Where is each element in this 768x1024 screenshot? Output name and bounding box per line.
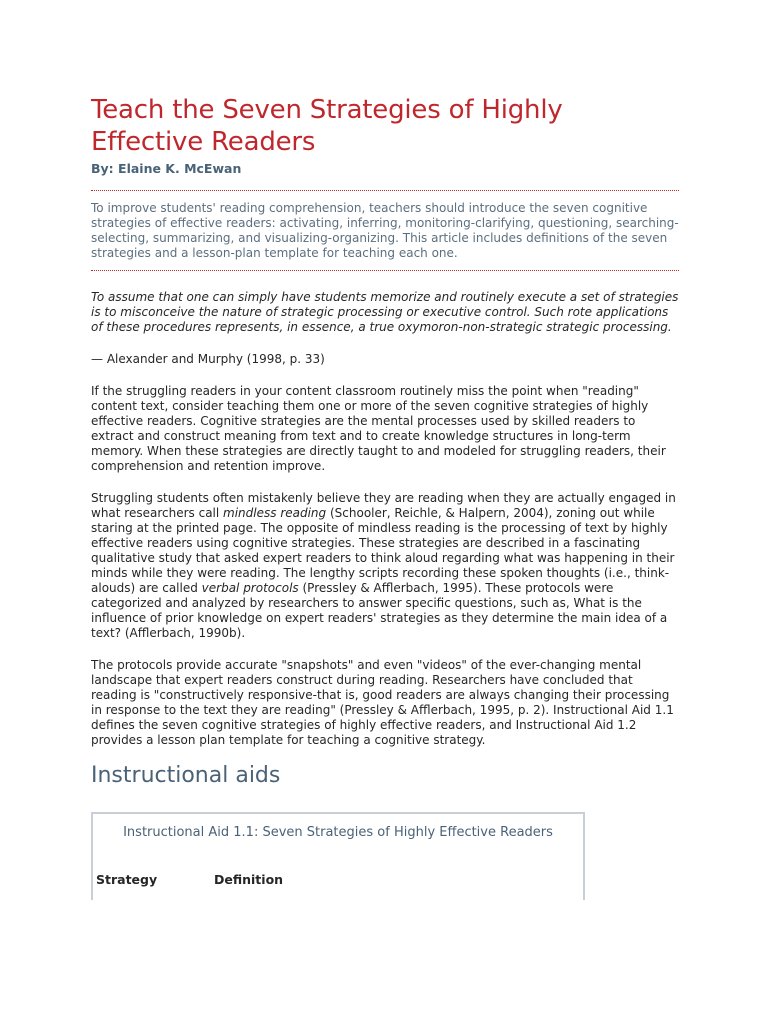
article bbox=[91, 94, 679, 790]
body-text: (Pressley & Afflerbach, 1995). These protocols were categorized and analyzed by researchers to answer specific questions, such as, What is the influence of prior knowledge on expert readers' strategies as they determine the main idea of a text? (Afflerbach, 1990b). bbox=[91, 581, 668, 640]
article-title: Teach the Seven Strategies of Highly Effective Readers bbox=[91, 95, 563, 157]
body-text: Struggling students often mistakenly believe they are reading when they are actually engaged in what researchers call bbox=[91, 491, 676, 520]
aid-table-title: Instructional Aid 1.1: Seven Strategies of Highly Effective Readers bbox=[123, 825, 553, 840]
column-header-definition: Definition bbox=[214, 872, 284, 887]
quote-attribution: — Alexander and Murphy (1998, p. 33) bbox=[91, 352, 325, 366]
divider-top bbox=[91, 190, 679, 191]
body-text: (Schooler, Reichle, & Halpern, 2004), zoning out while staring at the printed page. The opposite of mindless reading is the processing of text by highly effective readers using cognitive strategies. These strategies are described in a fascinating qualitative study that asked expert readers to think aloud regarding what was happening in their minds while they were reading. The lengthy scripts recording these spoken thoughts (i.e., think-alouds) are called bbox=[91, 506, 675, 595]
body-paragraph: The protocols provide accurate "snapshots" and even "videos" of the ever-changing mental landscape that expert readers construct during reading. Researchers have concluded that reading is "constructively responsive-that is, good readers are always changing their processing in response to the text they are reading" (Pressley & Afflerbach, 1995, p. 2). Instructional Aid 1.1 defines the seven cognitive strategies of highly effective readers, and Instructional Aid 1.2 provides a lesson plan template for teaching a cognitive strategy. bbox=[91, 658, 674, 747]
emphasis-term: verbal protocols bbox=[201, 581, 299, 595]
epigraph-quote: To assume that one can simply have students memorize and routinely execute a set of strategies is to misconceive the nature of strategic processing or executive control. Such rote applications of these procedures represents, in essence, a true oxymoron-non-strategic strategic processing. bbox=[91, 290, 679, 334]
instructional-aid-table bbox=[91, 812, 585, 900]
column-header-strategy: Strategy bbox=[96, 872, 158, 887]
body-paragraph bbox=[91, 491, 679, 641]
byline: By: Elaine K. McEwan bbox=[91, 161, 242, 176]
divider-bottom bbox=[91, 270, 679, 271]
intro-summary: To improve students' reading comprehension, teachers should introduce the seven cognitive strategies of effective readers: activating, inferring, monitoring-clarifying, questioning, searching-selecting, summarizing, and visualizing-organizing. This article includes definitions of the seven strategies and a lesson-plan template for teaching each one. bbox=[91, 201, 679, 260]
section-heading: Instructional aids bbox=[91, 763, 281, 788]
emphasis-term: mindless reading bbox=[223, 506, 327, 520]
body-paragraph: If the struggling readers in your content classroom routinely miss the point when "reading" content text, consider teaching them one or more of the seven cognitive strategies of highly effective readers. Cognitive strategies are the mental processes used by skilled readers to extract and construct meaning from text and to create knowledge structures in long-term memory. When these strategies are directly taught to and modeled for struggling readers, their comprehension and retention improve. bbox=[91, 384, 666, 473]
